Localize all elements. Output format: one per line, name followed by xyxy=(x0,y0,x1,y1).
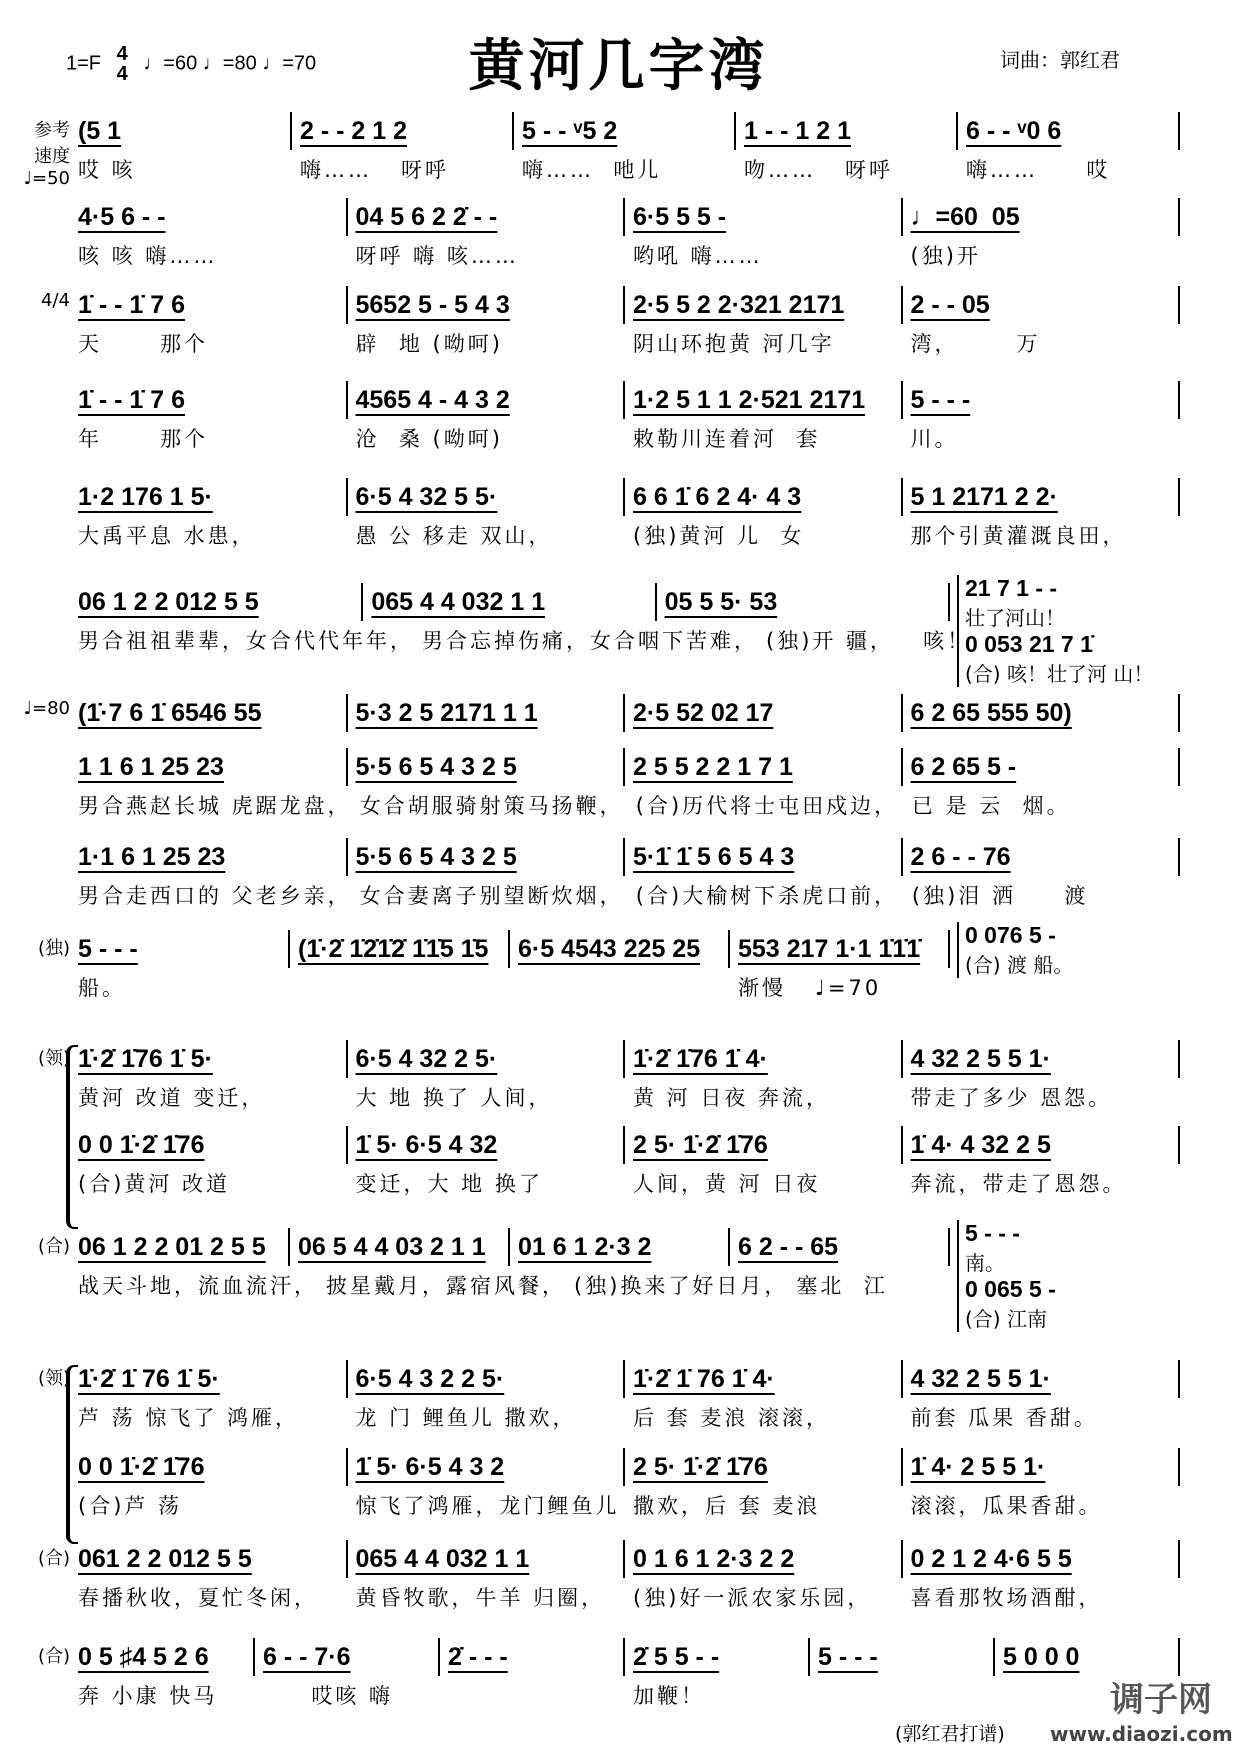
score-system xyxy=(41,286,1180,358)
system-label: 4/4 xyxy=(41,290,70,311)
lyric: (独)开 疆， 咳！ xyxy=(766,629,972,653)
measure-row xyxy=(70,1448,1180,1486)
transcriber-credit: (郭红君打谱) xyxy=(895,1723,1005,1745)
measure: 2 5 5 2 2 1 7 1 xyxy=(623,748,901,786)
lyric: 奔流，带走了恩怨。 xyxy=(910,1172,1127,1196)
measure-row xyxy=(70,286,1180,324)
lyric xyxy=(810,1680,995,1710)
lyric: (独)黄河 儿 女 xyxy=(633,524,805,548)
measure: 0 1 6 1 2·3 2 2 xyxy=(623,1540,901,1578)
score-system xyxy=(70,575,1154,686)
measure: 1̇ 5· 6·5 4 32 xyxy=(346,1126,624,1164)
measure: 6·5 4543 225 25 xyxy=(508,930,728,968)
measure: 1̇ 5· 6·5 4 3 2 xyxy=(346,1448,624,1486)
measure: 6 - - ᵛ0 6 xyxy=(956,112,1180,150)
lyric: 吻…… 呀呼 xyxy=(744,158,894,182)
measure: 1̇ - - 1̇ 7 6 xyxy=(78,386,185,414)
measure: 4 32 2 5 5 1· xyxy=(901,1360,1181,1398)
measure: 2 5· 1̇·2̇ 1̇76 xyxy=(623,1126,901,1164)
measure-row xyxy=(70,112,1180,150)
alternate-ending xyxy=(957,575,1175,687)
measure-row xyxy=(70,1126,1180,1164)
score-system xyxy=(23,112,1180,189)
lyric: 沧 桑 (呦呵) xyxy=(355,427,503,451)
measure-row xyxy=(70,1638,1180,1676)
lyric: 加鞭！ xyxy=(633,1684,705,1708)
measure: 5·5 6 5 4 3 2 5 xyxy=(346,838,624,876)
alt-notes: 0 076 5 - xyxy=(965,922,1056,948)
score-system xyxy=(70,1126,1180,1198)
measure: 5·1̇ 1̇ 5 6 5 4 3 xyxy=(623,838,901,876)
measure: 1̇·2̇ 1̇ 76 1̇ 4· xyxy=(623,1360,901,1398)
measure-row xyxy=(70,583,950,621)
lyric: 哟吼 嗨…… xyxy=(633,244,763,268)
lyric-row xyxy=(70,423,1180,453)
lyric: 披星戴月，露宿风餐， xyxy=(326,1274,566,1298)
score-system xyxy=(70,1448,1180,1520)
lyric: 男合燕赵长城 虎踞龙盘， xyxy=(78,794,352,818)
measure: 5 - - ᵛ5 2 xyxy=(512,112,734,150)
lyric: (合)芦 荡 xyxy=(78,1494,183,1518)
measure: 5 - - - xyxy=(78,935,138,963)
score-system xyxy=(37,1540,1180,1612)
lyric: 大 地 换了 人间， xyxy=(355,1086,553,1110)
measure: 2̇ 5 5 - - xyxy=(623,1638,808,1676)
score-system xyxy=(37,1220,1056,1331)
measure-row xyxy=(70,1360,1180,1398)
measure: 06 5 4 4 03 2 1 1 xyxy=(288,1228,508,1266)
alt-lyric: (合) 渡 船。 xyxy=(965,953,1074,977)
measure: 4565 4 - 4 3 2 xyxy=(346,381,624,419)
lyric: 嗨…… 哎 xyxy=(966,158,1111,182)
measure-row xyxy=(70,478,1180,516)
lyric xyxy=(510,972,730,1002)
lyric: 男合祖祖辈辈，女合代代年年， xyxy=(78,629,414,653)
measure: (1̇·7 6 1̇ 6546 55 xyxy=(78,699,262,727)
lyric: 愚 公 移走 双山， xyxy=(355,524,553,548)
measure: 1·2 176 1 5· xyxy=(78,483,213,511)
system-label: ♩=80 xyxy=(23,698,70,719)
score-system xyxy=(70,198,1180,270)
lyric: 前套 瓜果 香甜。 xyxy=(910,1406,1098,1430)
measure-row xyxy=(70,1040,1180,1078)
measure: 5 1 2171 2 2· xyxy=(901,478,1181,516)
measure-row xyxy=(70,1540,1180,1578)
lyric-row xyxy=(70,1168,1180,1198)
lyric: 黄 河 日夜 奔流， xyxy=(633,1086,831,1110)
score-system xyxy=(37,1638,1180,1710)
lyric: 天 那个 xyxy=(78,332,209,356)
lyric: 辟 地 (呦呵) xyxy=(355,332,503,356)
measure-row xyxy=(70,198,1180,236)
lyric: 嗨…… 呀呼 xyxy=(300,158,450,182)
measure: 1 1 6 1 25 23 xyxy=(78,753,224,781)
lyric-row xyxy=(70,972,950,1002)
measure: 6 2 65 5 - xyxy=(901,748,1181,786)
song-title: 黄河几字湾 xyxy=(468,34,769,99)
measure: 05 5 5· 53 xyxy=(655,583,950,621)
measure: 6 2 65 555 50) xyxy=(901,694,1181,732)
measure: 6 - - 7·6 xyxy=(253,1638,438,1676)
score-system xyxy=(23,694,1180,736)
measure: 5·5 6 5 4 3 2 5 xyxy=(346,748,624,786)
measure: 0 0 1̇·2̇ 1̇76 xyxy=(78,1131,205,1159)
lyric: 咳 咳 嗨…… xyxy=(78,244,218,268)
measure-row xyxy=(70,1228,950,1266)
measure: 4·5 6 - - xyxy=(78,203,166,231)
lyric: 带走了多少 恩怨。 xyxy=(910,1086,1113,1110)
measure: 0 5 ♯4 5 2 6 xyxy=(78,1643,209,1671)
time-bottom: 4 xyxy=(116,63,128,85)
measure: 6·5 4 32 5 5· xyxy=(346,478,624,516)
measure-row xyxy=(70,748,1180,786)
lyric: 川。 xyxy=(910,427,959,451)
lyric: 塞北 江 xyxy=(796,1274,888,1298)
measure: 06 1 2 2 01 2 5 5 xyxy=(78,1233,266,1261)
measure: 01 6 1 2·3 2 xyxy=(508,1228,728,1266)
lyric: 变迁，大 地 换了 xyxy=(355,1172,543,1196)
measure: 1·2 5 1 1 2·521 2171 xyxy=(623,381,901,419)
system-label: (合) xyxy=(37,1236,70,1257)
lyric: 哎咳 嗨 xyxy=(263,1684,394,1708)
measure: 5 - - - xyxy=(808,1638,993,1676)
score-system xyxy=(70,838,1180,910)
score-system xyxy=(70,381,1180,453)
measure: 2·5 5 2 2·321 2171 xyxy=(623,286,901,324)
measure: 5·3 2 5 2171 1 1 xyxy=(346,694,624,732)
lyric: 男合忘掉伤痛，女合咽下苦难， xyxy=(422,629,758,653)
lyric-row xyxy=(70,880,1180,910)
measure: 2 - - 05 xyxy=(901,286,1181,324)
alt-notes: 5 - - - xyxy=(965,1220,1020,1246)
lyric: 喜看那牧场酒酣， xyxy=(910,1586,1103,1610)
alt-lyric: 南。 xyxy=(965,1251,1005,1275)
score-system xyxy=(70,478,1180,550)
alt-lyric: 壮了河山！ xyxy=(965,606,1065,630)
lyric: 龙 门 鲤鱼儿 撒欢， xyxy=(355,1406,577,1430)
measure-row xyxy=(70,381,1180,419)
measure: 2̇ - - - xyxy=(438,1638,623,1676)
lyric-row xyxy=(70,328,1180,358)
lyric: 渐慢 ♩=70 xyxy=(738,976,882,1000)
measure: 0 0 1̇·2̇ 1̇76 xyxy=(78,1453,205,1481)
composer-credit: 词曲：郭红君 xyxy=(1000,48,1120,72)
measure: (5 1 xyxy=(78,117,122,145)
lyric: 年 那个 xyxy=(78,427,209,451)
lyric: (独)换来了好日月， xyxy=(574,1274,789,1298)
measure: 1̇ - - 1̇ 7 6 xyxy=(78,291,185,319)
lyric: 芦 荡 惊飞了 鸿雁， xyxy=(78,1406,300,1430)
lyric-row xyxy=(70,1082,1180,1112)
alt-lyric: (合) 咳！壮了河 山！ xyxy=(965,662,1154,686)
measure: 6 6 1̇ 6 2 4· 4 3 xyxy=(623,478,901,516)
measure: 2 5· 1̇·2̇ 1̇76 xyxy=(623,1448,901,1486)
lyric: 后 套 麦浪 滚滚， xyxy=(633,1406,831,1430)
measure: 1̇·2̇ 1̇ 76 1̇ 5· xyxy=(78,1365,220,1393)
system-label: (合) xyxy=(37,1646,70,1667)
measure: 1̇ 4· 2 5 5 1· xyxy=(901,1448,1181,1486)
lyric: 黄河 改道 变迁， xyxy=(78,1086,266,1110)
measure: 5 0 0 0 xyxy=(993,1638,1180,1676)
lyric: 男合走西口的 父老乡亲， xyxy=(78,884,352,908)
score-system xyxy=(70,748,1180,820)
measure-row xyxy=(70,838,1180,876)
alt-notes: 0 065 5 - xyxy=(965,1276,1056,1302)
score-system xyxy=(37,922,1074,1002)
lyric: 女合胡服骑射策马扬鞭， xyxy=(359,794,624,818)
measure: 6·5 5 5 - xyxy=(623,198,901,236)
alternate-ending xyxy=(957,922,1175,978)
system-label: (领) xyxy=(37,1048,70,1069)
lyric: 哎 咳 xyxy=(78,158,136,182)
lyric: 呀呼 嗨 咳…… xyxy=(355,244,519,268)
measure: 4 32 2 5 5 1· xyxy=(901,1040,1181,1078)
alt-lyric: (合) 江南 xyxy=(965,1307,1047,1331)
lyric xyxy=(290,972,510,1002)
measure: 6·5 4 32 2 5· xyxy=(346,1040,624,1078)
system-label: (合) xyxy=(37,1548,70,1569)
alt-notes: 0 053 21 7 1̇ xyxy=(965,631,1093,657)
lyric: (合)大榆树下杀虎口前， xyxy=(635,884,899,908)
measure-row xyxy=(70,930,950,968)
measure: 0 2 1 2 4·6 5 5 xyxy=(901,1540,1181,1578)
key-signature: 1=F xyxy=(66,52,102,75)
lyric-row xyxy=(70,625,972,655)
measure: 1̇·2̇ 1̇76 1̇ 5· xyxy=(78,1045,213,1073)
lyric: 船。 xyxy=(78,976,126,1000)
lyric-row xyxy=(70,1270,950,1300)
lyric-row xyxy=(70,520,1180,550)
alternate-ending xyxy=(957,1220,1175,1332)
system-label: (独) xyxy=(37,938,70,959)
time-top: 4 xyxy=(116,43,128,65)
lyric: 滚滚，瓜果香甜。 xyxy=(910,1494,1103,1518)
score-system xyxy=(37,1040,1180,1112)
lyric: 人间，黄 河 日夜 xyxy=(633,1172,821,1196)
lyric: 惊飞了鸿雁，龙门鲤鱼儿 xyxy=(355,1494,620,1518)
measure: 5 - - - xyxy=(901,381,1181,419)
lyric xyxy=(440,1680,625,1710)
alt-notes: 21 7 1 - - xyxy=(965,575,1058,601)
measure: 061 2 2 012 5 5 xyxy=(78,1545,252,1573)
measure: 5652 5 - 5 4 3 xyxy=(346,286,624,324)
measure: 1·1 6 1 25 23 xyxy=(78,843,226,871)
lyric: 嗨…… 吔儿 xyxy=(522,158,662,182)
watermark-site-name: 调子网 xyxy=(1110,1680,1212,1720)
lyric: 敕勒川连着河 套 xyxy=(633,427,821,451)
lyric: 春播秋收，夏忙冬闲， xyxy=(78,1586,318,1610)
measure: ♩=60 05 xyxy=(901,198,1181,236)
system-label: 参考速度♩=50 xyxy=(23,120,70,189)
measure: 065 4 4 032 1 1 xyxy=(361,583,654,621)
lyric-row xyxy=(70,240,1180,270)
lyric-row xyxy=(70,1490,1180,1520)
lyric: 黄昏牧歌，牛羊 归圈， xyxy=(355,1586,606,1610)
lyric-row xyxy=(70,1582,1180,1612)
measure: 553 217 1·1 1̇1̇1̇ xyxy=(728,930,950,968)
measure-row xyxy=(70,694,1180,732)
lyric-row xyxy=(70,790,1180,820)
measure: 6 2 - - 65 xyxy=(728,1228,950,1266)
measure: 6·5 4 3 2 2 5· xyxy=(346,1360,624,1398)
lyric: 那个引黄灌溉良田， xyxy=(910,524,1127,548)
lyric: 战天斗地，流血流汗， xyxy=(78,1274,318,1298)
lyric: (合)历代将士屯田戍边， xyxy=(635,794,899,818)
lyric-row xyxy=(70,154,1180,184)
lyric: 女合妻离子别望断炊烟， xyxy=(359,884,624,908)
lyric: (合)黄河 改道 xyxy=(78,1172,231,1196)
voice-bracket xyxy=(66,1045,78,1229)
score-system xyxy=(37,1360,1180,1432)
measure: 1 - - 1 2 1 xyxy=(734,112,956,150)
lyric: (独)泪 洒 渡 xyxy=(911,884,1089,908)
tempo-markings: ♩=60 ♩=80 ♩=70 xyxy=(143,52,317,75)
lyric-row xyxy=(70,1402,1180,1432)
measure: 04 5 6 2 2̇ - - xyxy=(346,198,624,236)
system-label: (领) xyxy=(37,1368,70,1389)
lyric: 湾， 万 xyxy=(910,332,1041,356)
measure: 06 1 2 2 012 5 5 xyxy=(78,588,259,616)
lyric: 大禹平息 水患， xyxy=(78,524,256,548)
watermark-url: www.diaozi.com xyxy=(1050,1722,1233,1746)
lyric-row xyxy=(70,1680,1180,1710)
lyric: (独)好一派农家乐园， xyxy=(633,1586,872,1610)
measure: 2 6 - - 76 xyxy=(901,838,1181,876)
lyric: 阴山环抱黄 河几字 xyxy=(633,332,835,356)
lyric: 已 是 云 烟。 xyxy=(911,794,1071,818)
lyric: (独)开 xyxy=(910,244,981,268)
lyric: 奔 小康 快马 xyxy=(78,1684,218,1708)
measure: 1̇ 4· 4 32 2 5 xyxy=(901,1126,1181,1164)
voice-bracket xyxy=(66,1365,78,1544)
lyric: 撒欢，后 套 麦浪 xyxy=(633,1494,821,1518)
measure: 065 4 4 032 1 1 xyxy=(346,1540,624,1578)
measure: 1̇·2̇ 1̇76 1̇ 4· xyxy=(623,1040,901,1078)
measure: 2 - - 2 1 2 xyxy=(290,112,512,150)
measure: 2·5 52 02 17 xyxy=(623,694,901,732)
measure: (1̇·2̇ 1̇2̇1̇2̇ 1̇1̇5 1̇5 xyxy=(288,930,508,968)
